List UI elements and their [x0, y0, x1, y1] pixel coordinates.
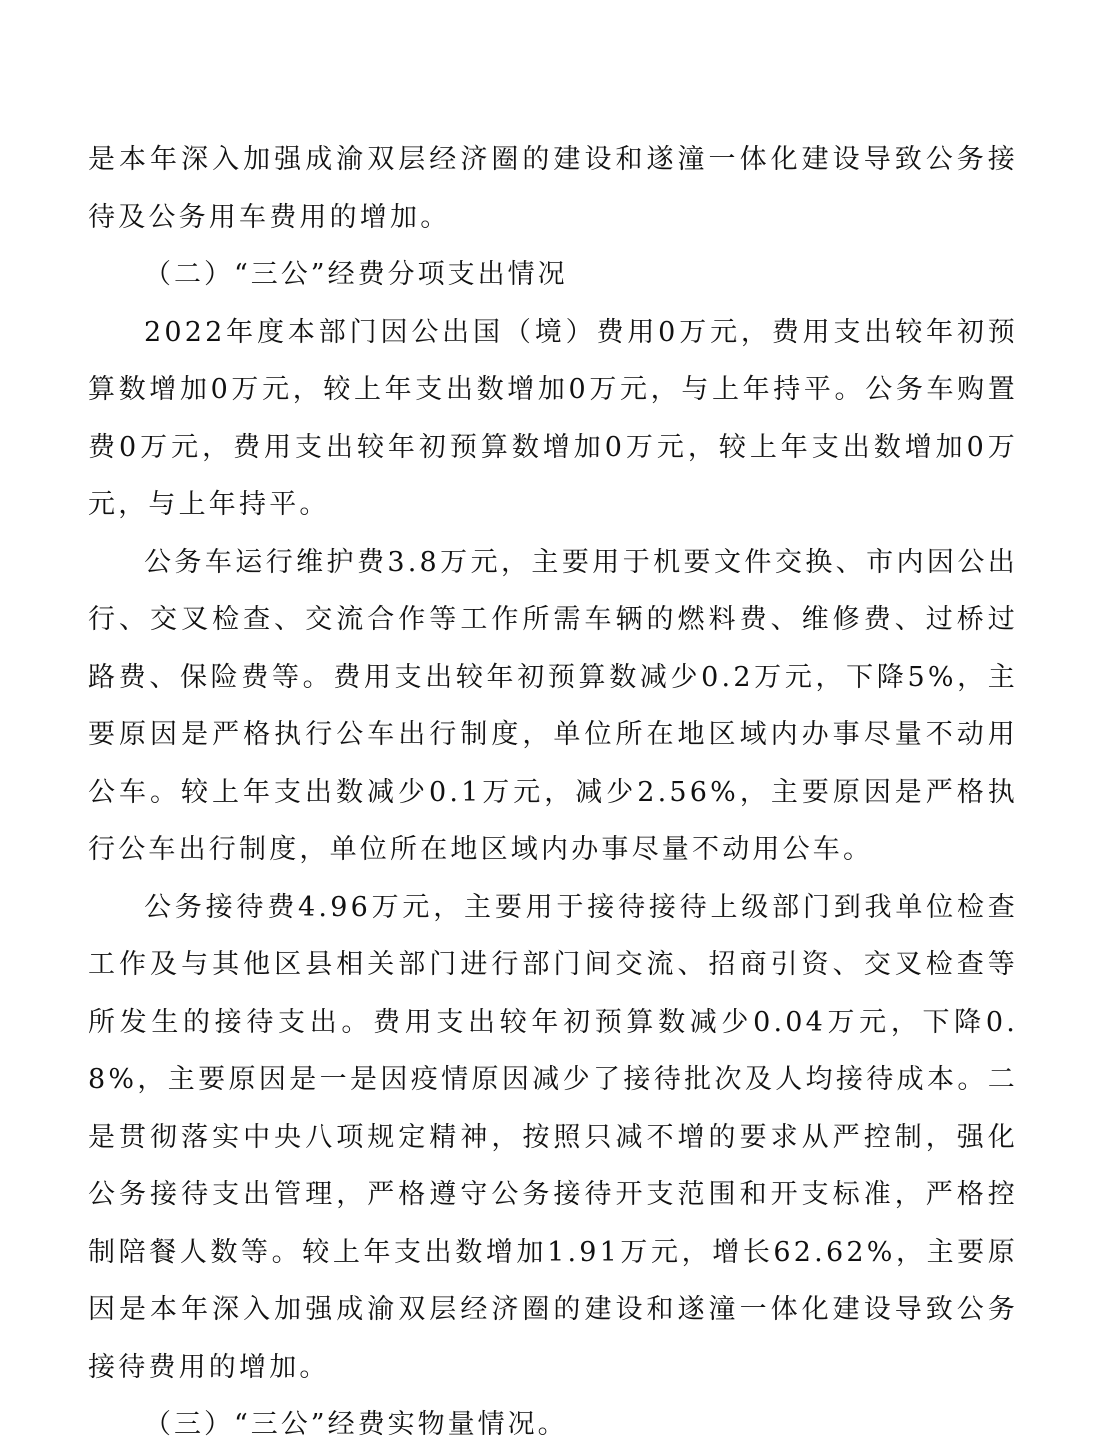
document-body	[88, 131, 1018, 1454]
paragraph-vehicle-maintenance: 公务车运行维护费3.8万元，主要用于机要文件交换、市内因公出行、交叉检查、交流合作等工作所需车辆的燃料费、维修费、过桥过路费、保险费等。费用支出较年初预算数减少0.2万元，下降5%，主要原因是严格执行公车出行制度，单位所在地区域内办事尽量不动用公车。较上年支出数减少0.1万元，减少2.56%，主要原因是严格执行公车出行制度，单位所在地区域内办事尽量不动用公车。	[88, 546, 1018, 865]
paragraph-reception-fees: 公务接待费4.96万元，主要用于接待接待上级部门到我单位检查工作及与其他区县相关部门进行部门间交流、招商引资、交叉检查等所发生的接待支出。费用支出较年初预算数减少0.04万元，下降0.8%，主要原因是一是因疫情原因减少了接待批次及人均接待成本。二是贯彻落实中央八项规定精神，按照只减不增的要求从严控制，强化公务接待支出管理，严格遵守公务接待开支范围和开支标准，严格控制陪餐人数等。较上年支出数增加1.91万元，增长62.62%，主要原因是本年深入加强成渝双层经济圈的建设和遂潼一体化建设导致公务接待费用的增加。	[88, 891, 1018, 1383]
section-heading-2: （二）“三公”经费分项支出情况	[144, 259, 568, 290]
paragraph-overseas-and-vehicle-purchase: 2022年度本部门因公出国（境）费用0万元，费用支出较年初预算数增加0万元，较上年支出数增加0万元，与上年持平。公务车购置费0万元，费用支出较年初预算数增加0万元，较上年支出数增加0万元，与上年持平。	[88, 316, 1018, 520]
section-heading-3: （三）“三公”经费实物量情况。	[144, 1409, 568, 1440]
paragraph-continuation: 是本年深入加强成渝双层经济圈的建设和遂潼一体化建设导致公务接待及公务用车费用的增加。	[88, 144, 1018, 233]
